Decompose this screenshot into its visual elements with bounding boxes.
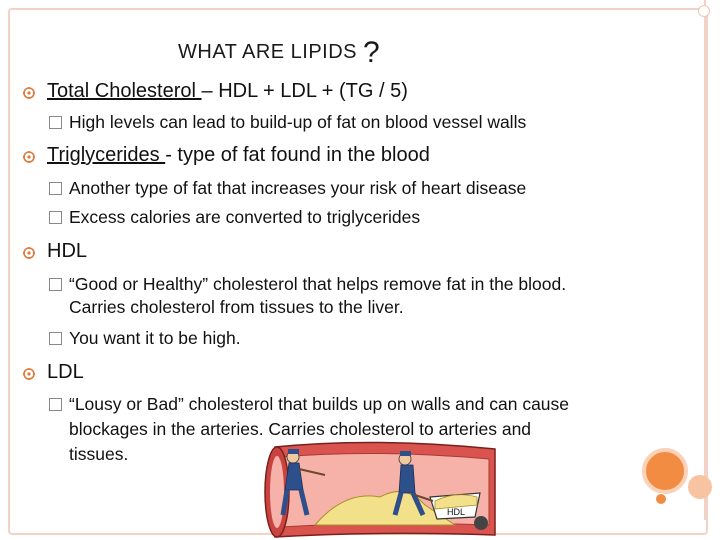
bullet-ldl <box>47 361 84 384</box>
total-cholesterol-formula: – HDL + LDL + (TG / 5) <box>201 80 408 102</box>
wheelbarrow-label: HDL <box>447 507 466 517</box>
sub-item-hdl-1-cont: Carries cholesterol from tissues to the liver. <box>69 297 404 317</box>
artery-illustration <box>255 435 505 540</box>
sub-item-triglycerides-2: Excess calories are converted to triglycerides <box>69 207 421 227</box>
slide-title <box>178 32 381 69</box>
sub-bullet-box-icon <box>49 182 62 195</box>
heading-triglycerides: Triglycerides <box>47 144 166 166</box>
sub-item-ldl-1-cont: blockages in the arteries. Carries cholesterol to arteries and <box>69 419 532 439</box>
bullet-marker-icon <box>22 367 36 381</box>
sub-item-total-cholesterol-1: High levels can lead to build-up of fat on blood vessel walls <box>69 112 527 132</box>
sub-item-hdl-2: You want it to be high. <box>69 328 241 348</box>
sub-bullet-box-icon <box>49 211 62 224</box>
sub-item-ldl-1: “Lousy or Bad” cholesterol that builds up on walls and can cause <box>69 394 570 414</box>
heading-total-cholesterol: Total Cholesterol <box>47 80 202 102</box>
triglycerides-definition: - type of fat found in the blood <box>165 144 430 166</box>
bullet-marker-icon <box>22 150 36 164</box>
decorative-circle-top <box>698 5 710 17</box>
sub-bullet-box-icon <box>49 278 62 291</box>
bullet-total-cholesterol <box>47 80 408 103</box>
bullet-marker-icon <box>22 86 36 100</box>
heading-hdl: HDL <box>47 240 88 262</box>
sub-bullet-box-icon <box>49 116 62 129</box>
sub-bullet-box-icon <box>49 398 62 411</box>
title-question-mark: ? <box>363 36 381 69</box>
decorative-circle-small <box>655 493 667 505</box>
sub-item-triglycerides-1: Another type of fat that increases your risk of heart disease <box>69 178 527 198</box>
bullet-marker-icon <box>22 246 36 260</box>
decorative-line <box>704 0 706 520</box>
decorative-circle-medium <box>688 475 712 499</box>
heading-ldl: LDL <box>47 361 84 383</box>
decorative-circle-large <box>642 448 688 494</box>
sub-bullet-box-icon <box>49 332 62 345</box>
bullet-triglycerides <box>47 144 430 167</box>
bullet-hdl <box>47 240 87 263</box>
title-text: WHAT ARE LIPIDS <box>178 41 358 63</box>
sub-item-ldl-1-cont2: tissues. <box>69 444 129 464</box>
sub-item-hdl-1: “Good or Healthy” cholesterol that helps remove fat in the blood. <box>69 274 567 294</box>
